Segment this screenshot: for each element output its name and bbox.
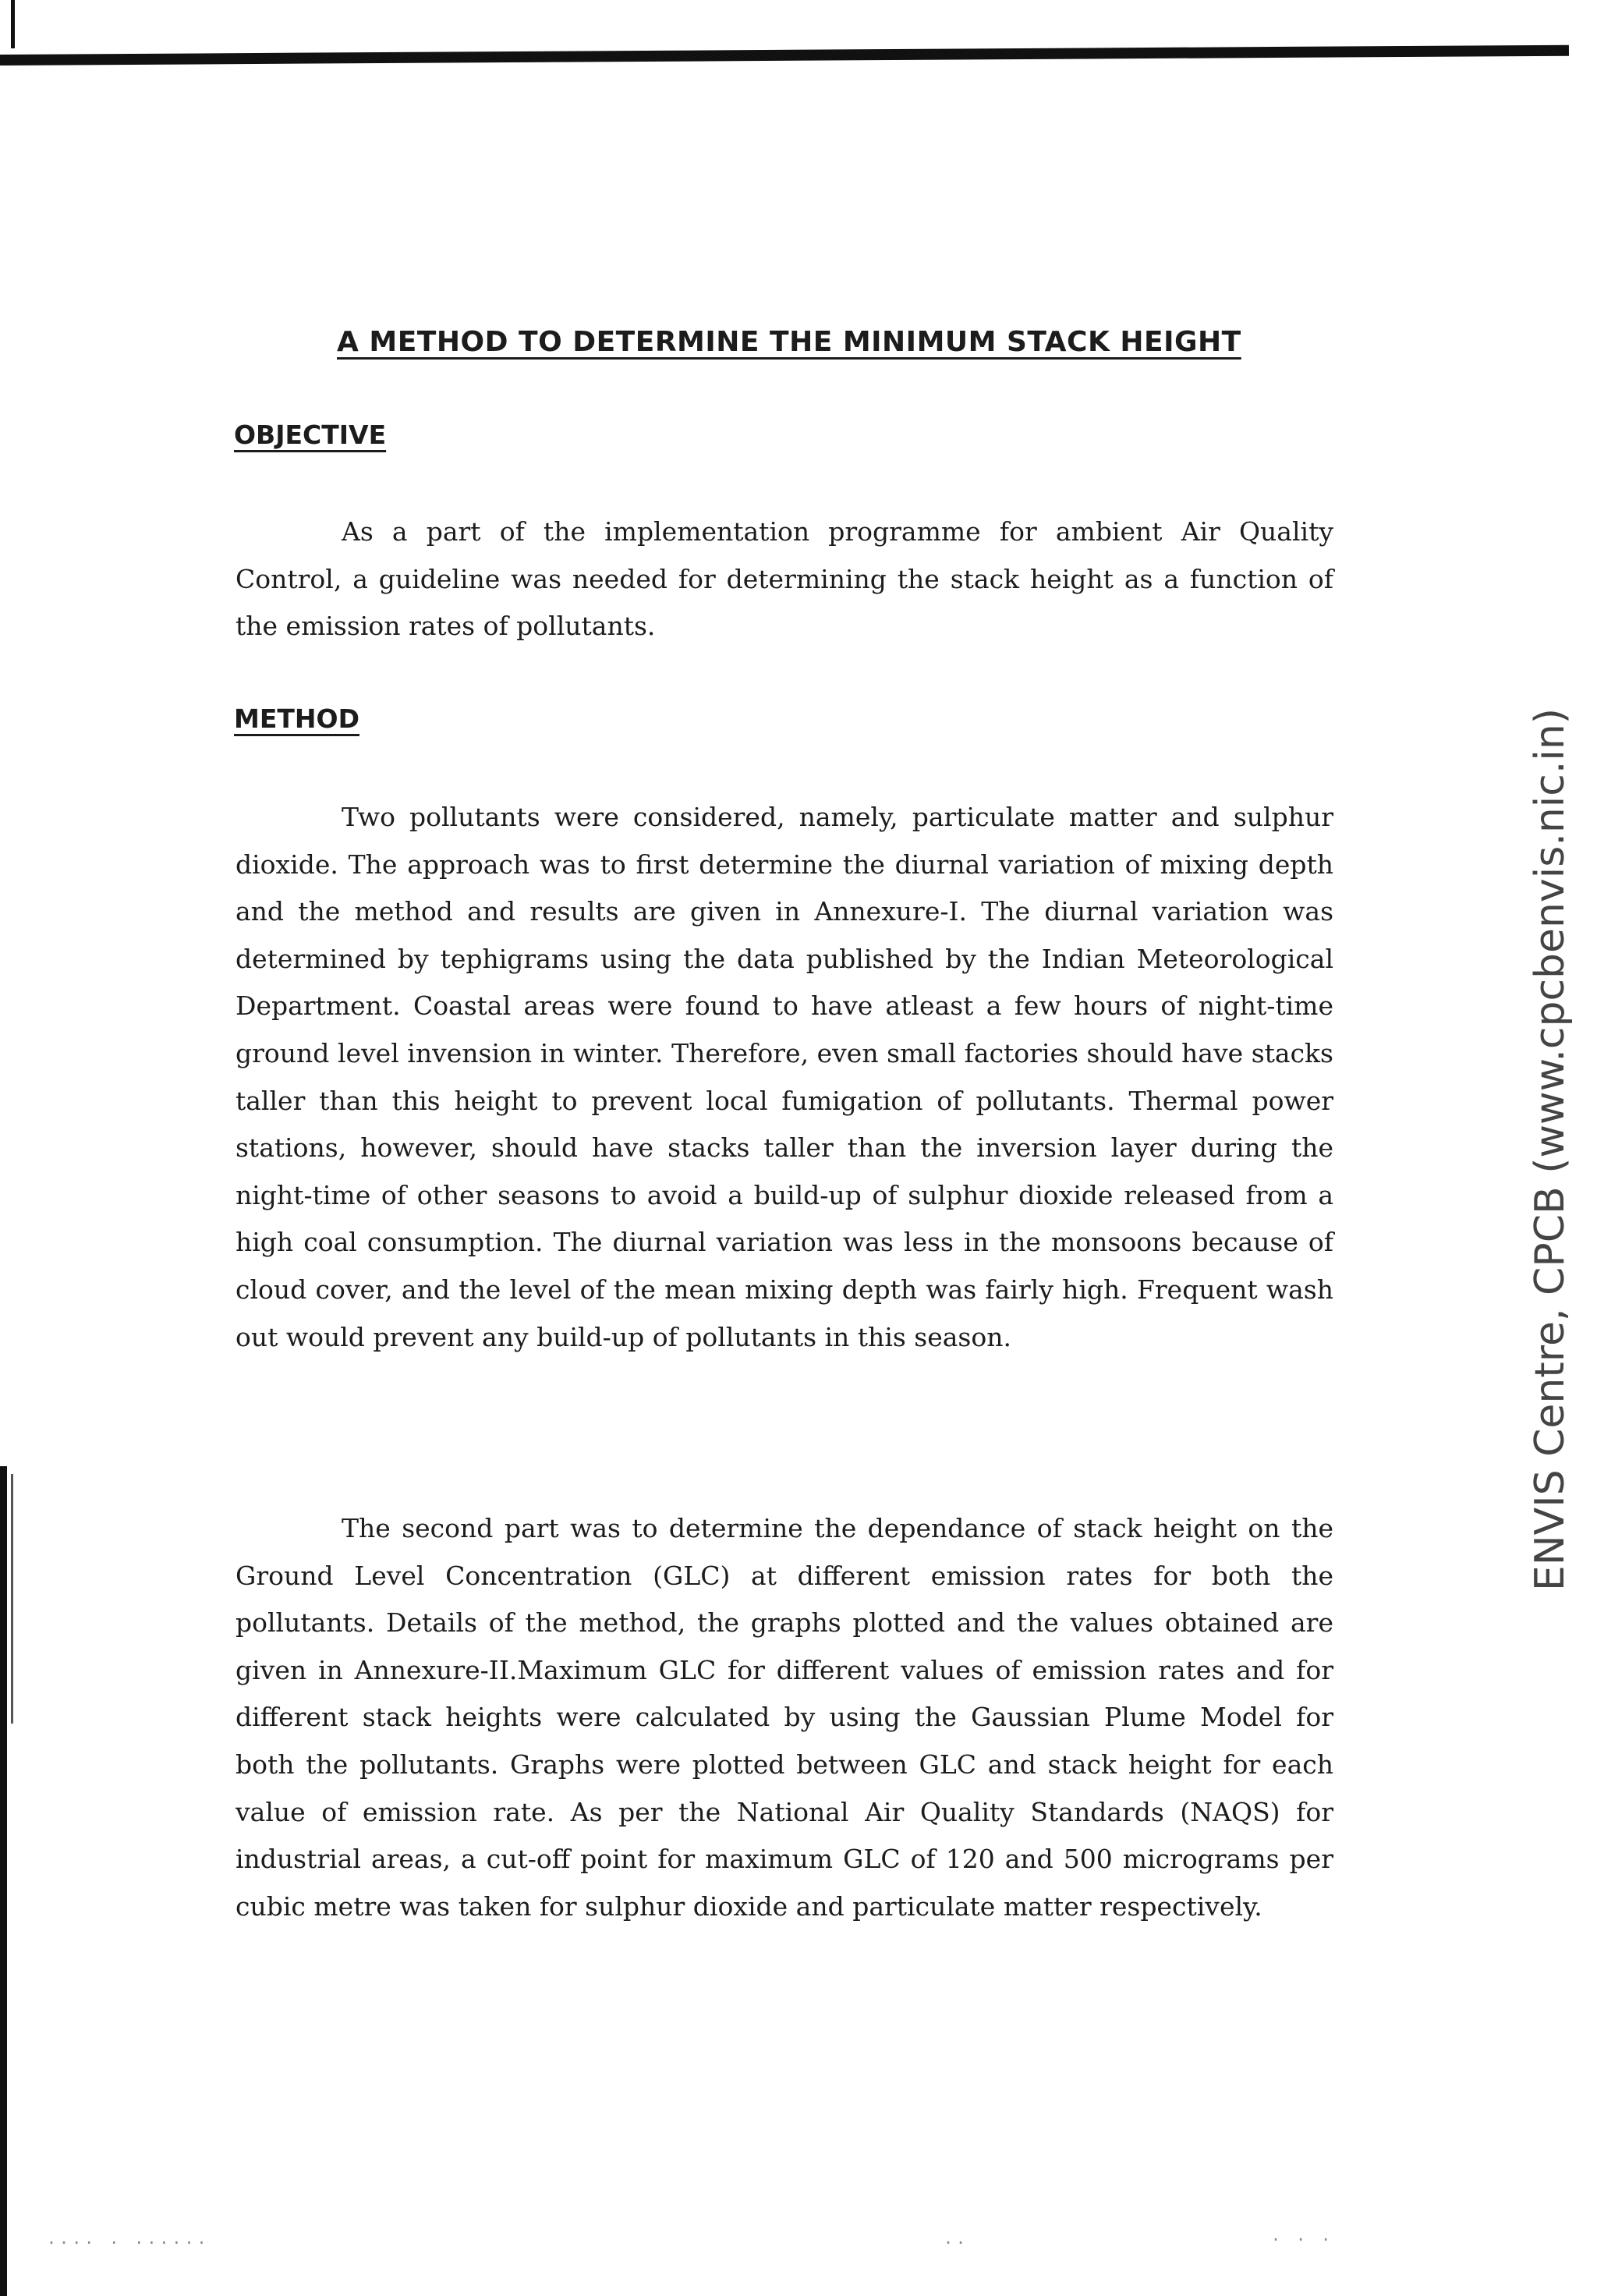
envis-watermark: ENVIS Centre, CPCB (www.cpcbenvis.nic.in): [1527, 707, 1574, 1592]
section-heading-method: METHOD: [234, 703, 359, 734]
scan-noise: ..: [944, 2229, 969, 2248]
scan-edge-mark: [11, 0, 15, 48]
method-paragraph-2: The second part was to determine the dependance of stack height on the Ground Level Concentration (GLC) at different emission rates for both the pollutants. Details of the method, the graphs plotted and the values obtained are given in Annexure-II.Maximum GLC for different values of emission rates and for different stack heights were calculated by using the Gaussian Plume Model for both the pollutants. Graphs were plotted between GLC and stack height for each value of emission rate. As per the National Air Quality Standards (NAQS) for industrial areas, a cut-off point for maximum GLC of 120 and 500 micrograms per cubic metre was taken for sulphur dioxide and particulate matter respectively.: [235, 1513, 1333, 1922]
method-paragraph-1: Two pollutants were considered, namely, particulate matter and sulphur dioxide. The approach was to first determine the diurnal variation of mixing depth and the method and results are given in Annexure-I. The diurnal variation was determined by tephigrams using the data published by the Indian Meteorological Department. Coastal areas were found to have atleast a few hours of night-time ground level invension in winter. Therefore, even small factories should have stacks taller than this height to prevent local fumigation of pollutants. Thermal power stations, however, should have stacks taller than the inversion layer during the night-time of other seasons to avoid a build-up of sulphur dioxide released from a high coal consumption. The diurnal variation was less in the monsoons because of cloud cover, and the level of the mean mixing depth was fairly high. Frequent wash out would prevent any build-up of pollutants in this season.: [235, 802, 1333, 1352]
scan-noise: .... . ......: [47, 2229, 210, 2248]
scan-noise: . . .: [1271, 2226, 1334, 2245]
document-title: A METHOD TO DETERMINE THE MINIMUM STACK HEIGHT: [337, 326, 1241, 358]
objective-paragraph: As a part of the implementation programme for ambient Air Quality Control, a guideline was needed for determining the stack height as a function of the emission rates of pollutants.: [235, 516, 1333, 642]
scan-border-top: [0, 45, 1569, 66]
scan-border-left-inner: [11, 1474, 13, 1724]
scan-border-left: [0, 1466, 7, 2296]
section-heading-objective: OBJECTIVE: [234, 420, 387, 450]
